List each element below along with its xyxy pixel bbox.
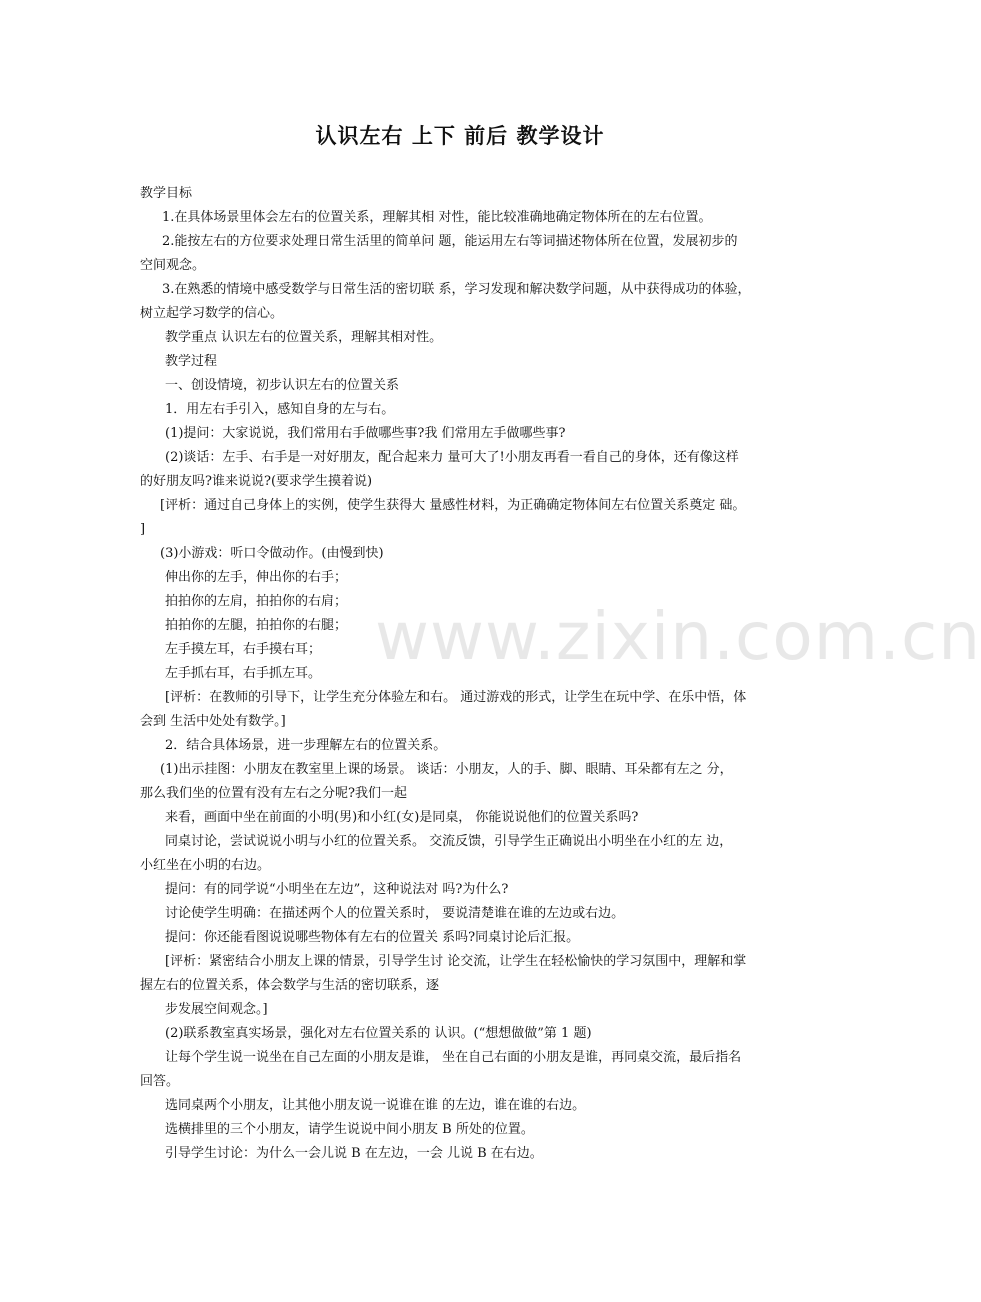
text-line: [评析：通过自己身体上的实例，使学生获得大 量感性材料，为正确确定物体间左右位置关系奠定 础。 bbox=[160, 498, 746, 513]
text-line: 3.在熟悉的情境中感受数学与日常生活的密切联 系，学习发现和解决数学问题，从中获得成功的体验， bbox=[162, 282, 751, 297]
text-line: [评析：紧密结合小朋友上课的情景，引导学生讨 论交流，让学生在轻松愉快的学习氛围中，理解和掌 bbox=[165, 954, 747, 969]
text-line: 拍拍你的左肩，拍拍你的右肩； bbox=[165, 594, 348, 609]
text-line: 的好朋友吗?谁来说说?(要求学生摸着说) bbox=[140, 474, 373, 489]
text-line: [评析：在教师的引导下，让学生充分体验左和右。 通过游戏的形式，让学生在玩中学、在乐中悟，体 bbox=[165, 690, 747, 705]
text-line: 提问：你还能看图说说哪些物体有左右的位置关 系吗?同桌讨论后汇报。 bbox=[165, 930, 580, 945]
watermark: www.zixin.com.cn bbox=[375, 598, 981, 675]
text-line: 步发展空间观念。] bbox=[165, 1002, 268, 1017]
text-line: 拍拍你的左腿，拍拍你的右腿； bbox=[165, 618, 348, 633]
text-line: 引导学生讨论：为什么一会儿说 B 在左边，一会 儿说 B 在右边。 bbox=[165, 1146, 543, 1161]
text-line: 空间观念。 bbox=[140, 258, 206, 273]
text-line: (1)出示挂图：小朋友在教室里上课的场景。 谈话：小朋友，人的手、脚、眼睛、耳朵都有左之 分， bbox=[160, 762, 733, 777]
text-line: 同桌讨论，尝试说说小明与小红的位置关系。 交流反馈，引导学生正确说出小明坐在小红的左 边， bbox=[165, 834, 733, 849]
text-line: 1.在具体场景里体会左右的位置关系，理解其相 对性，能比较准确地确定物体所在的左右位置。 bbox=[162, 210, 712, 225]
text-line: 回答。 bbox=[140, 1074, 180, 1089]
text-line: 1．用左右手引入，感知自身的左与右。 bbox=[165, 402, 395, 417]
text-line: (2)谈话：左手、右手是一对好朋友，配合起来力 量可大了!小朋友再看一看自己的身体，还有像这样 bbox=[165, 450, 739, 465]
text-line: 选横排里的三个小朋友，请学生说说中间小朋友 B 所处的位置。 bbox=[165, 1122, 534, 1137]
text-line: 来看，画面中坐在前面的小明(男)和小红(女)是同桌， 你能说说他们的位置关系吗? bbox=[165, 810, 639, 825]
text-line: 会到 生活中处处有数学。] bbox=[140, 714, 286, 729]
text-line: 树立起学习数学的信心。 bbox=[140, 306, 284, 321]
text-line: 让每个学生说一说坐在自己左面的小朋友是谁， 坐在自己右面的小朋友是谁，再同桌交流，最后指名 bbox=[165, 1050, 742, 1065]
text-line: 2.能按左右的方位要求处理日常生活里的简单问 题，能运用左右等词描述物体所在位置，发展初步的 bbox=[162, 234, 738, 249]
text-line: 一、创设情境，初步认识左右的位置关系 bbox=[165, 378, 400, 393]
text-line: 选同桌两个小朋友，让其他小朋友说一说谁在谁 的左边，谁在谁的右边。 bbox=[165, 1098, 586, 1113]
text-line: 小红坐在小明的右边。 bbox=[140, 858, 271, 873]
text-line: 提问：有的同学说“小明坐在左边”，这种说法对 吗?为什么? bbox=[165, 882, 509, 897]
text-line: 左手抓右耳，右手抓左耳。 bbox=[165, 666, 322, 681]
text-line: 讨论使学生明确：在描述两个人的位置关系时， 要说清楚谁在谁的左边或右边。 bbox=[165, 906, 625, 921]
text-line: 左手摸左耳，右手摸右耳； bbox=[165, 642, 322, 657]
text-line: 伸出你的左手，伸出你的右手； bbox=[165, 570, 348, 585]
text-line: 教学过程 bbox=[165, 354, 218, 369]
text-line: (1)提问：大家说说，我们常用右手做哪些事?我 们常用左手做哪些事? bbox=[165, 426, 566, 441]
text-line: 那么我们坐的位置有没有左右之分呢?我们一起 bbox=[140, 786, 407, 801]
document-title: 认识左右 上下 前后 教学设计 bbox=[315, 124, 605, 148]
text-line: ] bbox=[140, 522, 146, 537]
text-line: (2)联系教室真实场景，强化对左右位置关系的 认识。(“想想做做”第 1 题) bbox=[165, 1026, 592, 1041]
text-line: 握左右的位置关系，体会数学与生活的密切联系，逐 bbox=[140, 978, 440, 993]
text-line: 2．结合具体场景，进一步理解左右的位置关系。 bbox=[165, 738, 447, 753]
text-line: 教学重点 认识左右的位置关系，理解其相对性。 bbox=[165, 330, 443, 345]
text-line: 教学目标 bbox=[140, 186, 193, 201]
text-line: (3)小游戏：听口令做动作。(由慢到快) bbox=[160, 546, 384, 561]
